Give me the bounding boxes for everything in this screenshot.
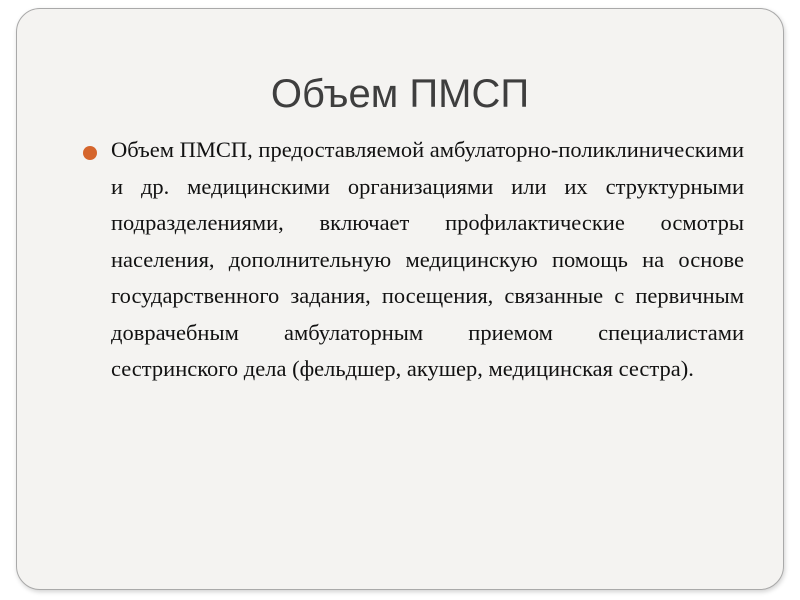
bullet-list <box>80 132 744 388</box>
bullet-item <box>80 132 744 388</box>
bullet-dot-icon <box>83 146 97 160</box>
bullet-text: Объем ПМСП, предоставляемой амбулаторно-поликлиническими и др. медицинскими организациями или их структурными подразделениями, включает профилактические осмотры населения, дополнительную медицинскую помощь на основе государственного задания, посещения, связанные с первичным доврачебным амбулаторным приемом специалистами сестринского дела (фельдшер, акушер, медицинская сестра). <box>111 137 744 381</box>
slide-title: Объем ПМСП <box>270 72 530 116</box>
